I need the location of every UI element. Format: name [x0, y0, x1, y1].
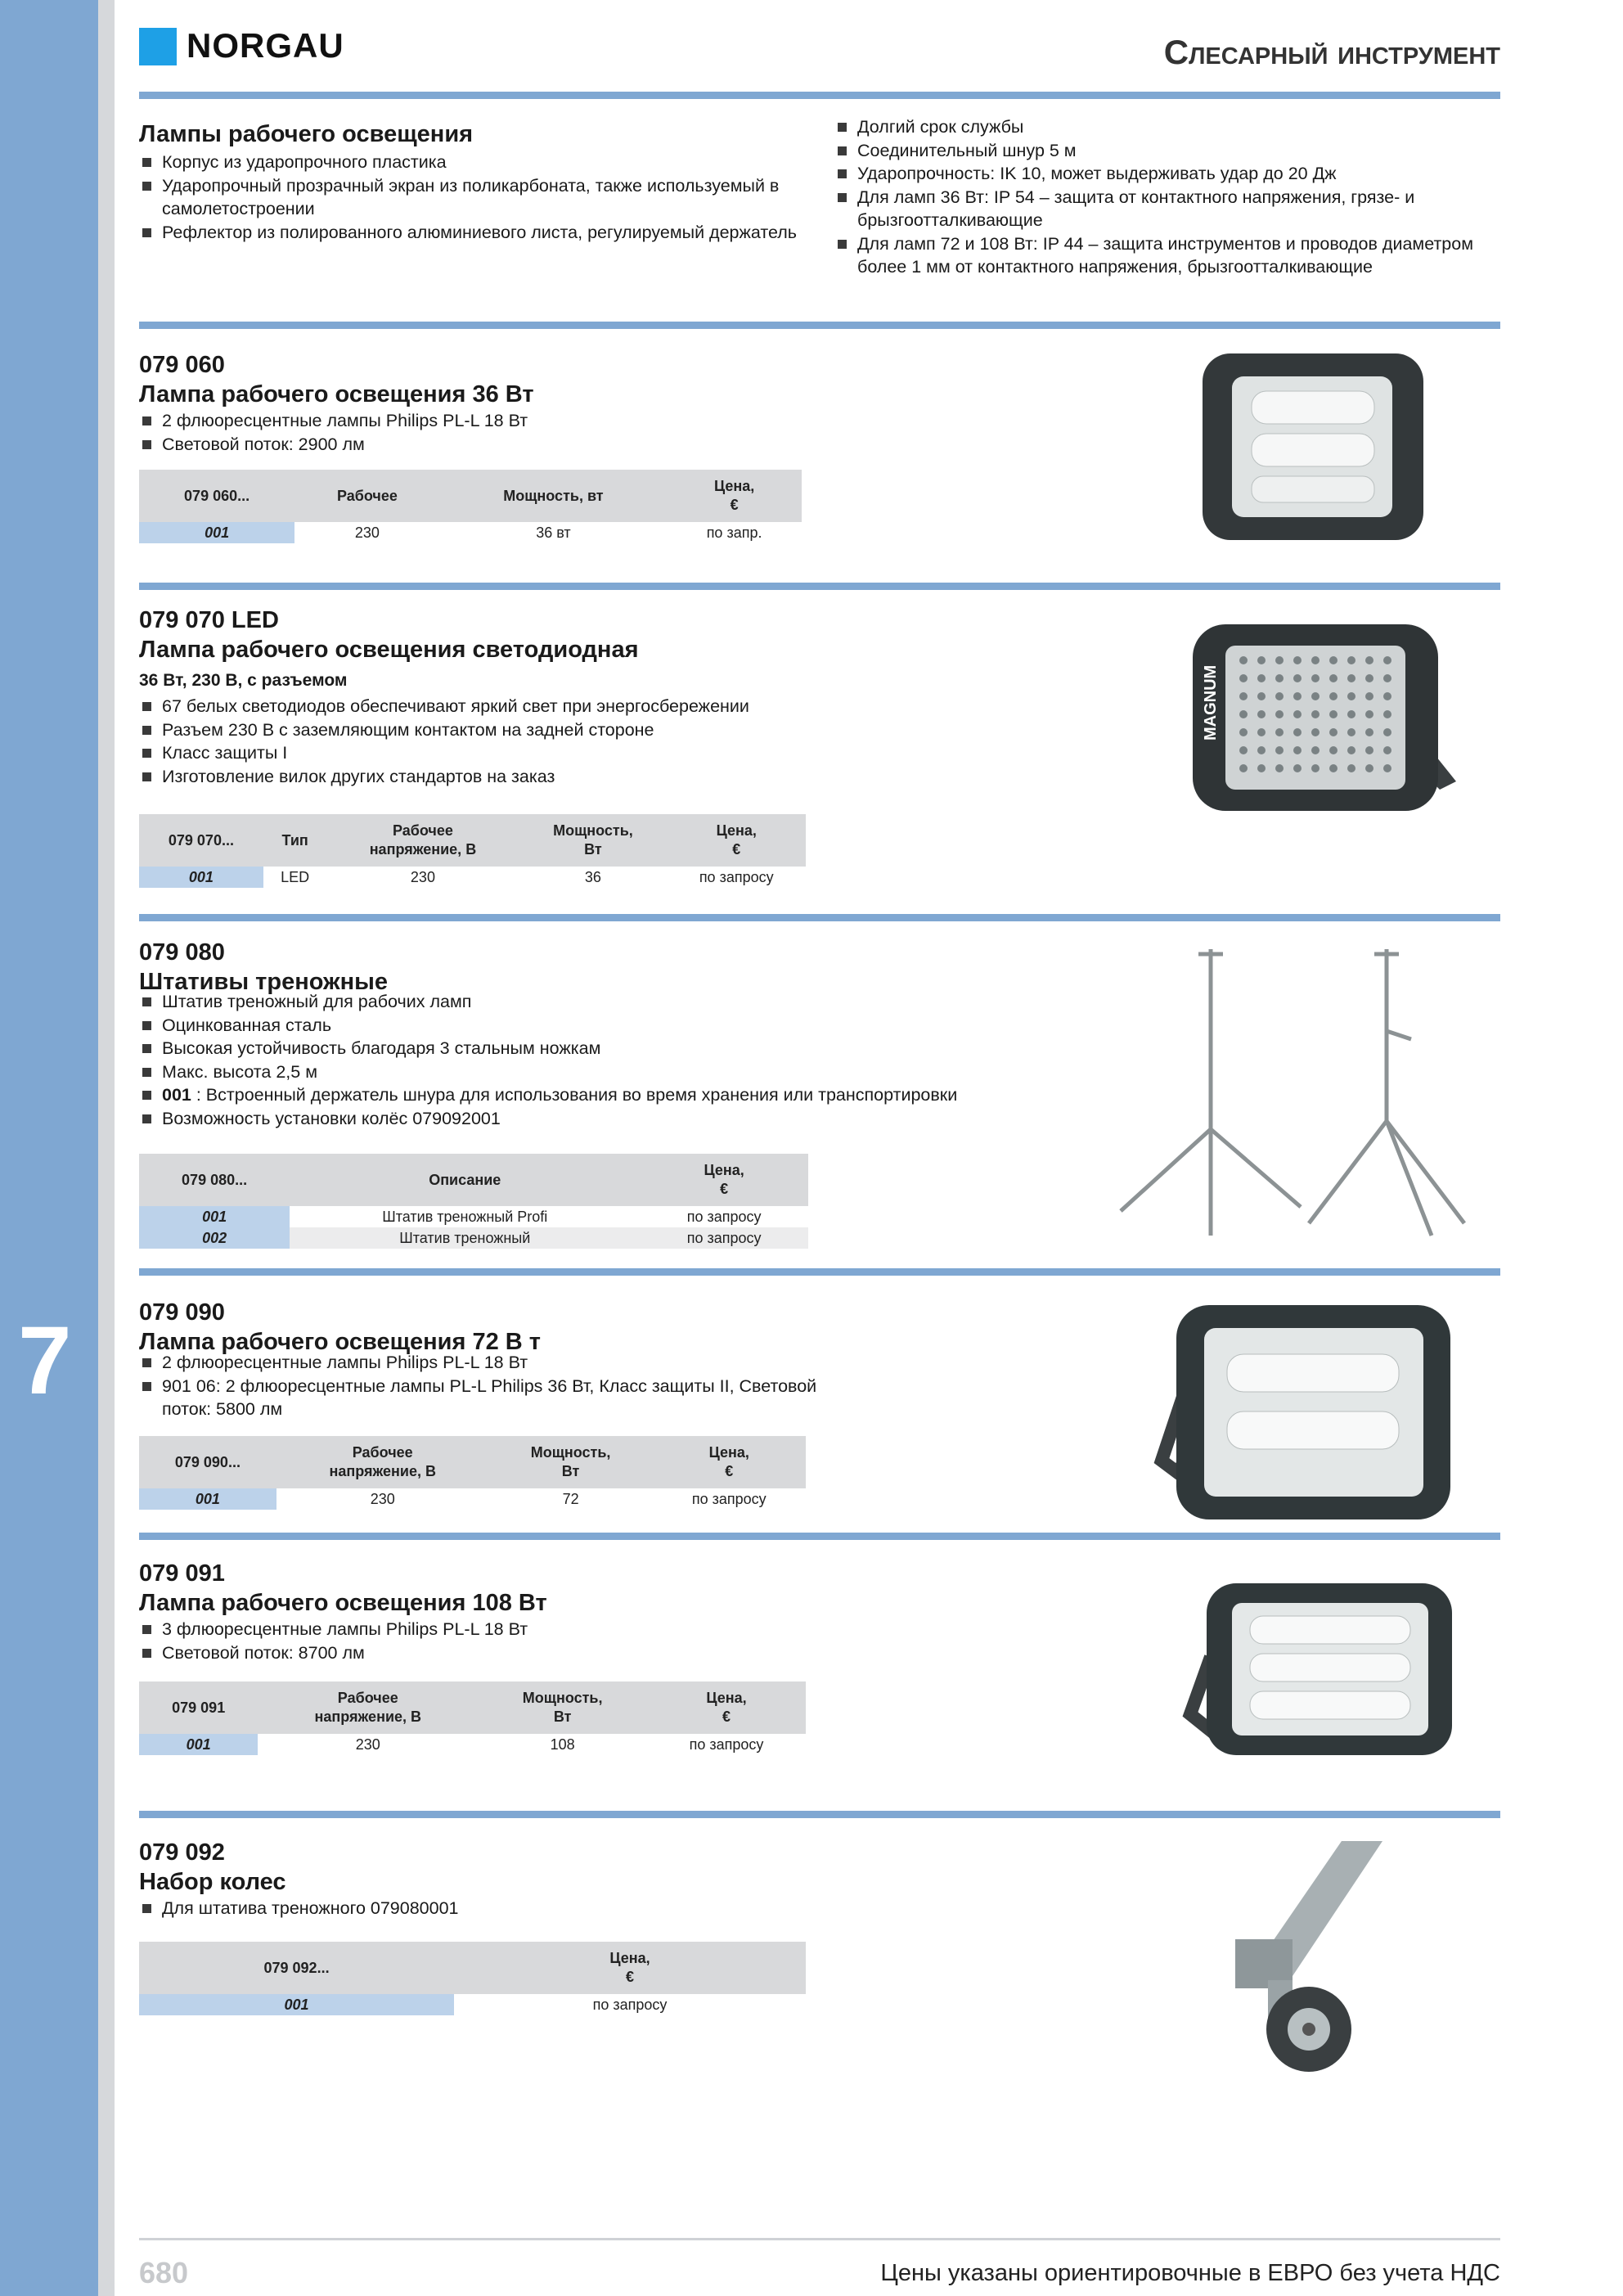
led-dot — [1383, 710, 1391, 718]
led-dot — [1293, 764, 1302, 772]
led-dot — [1329, 764, 1338, 772]
section-rule — [139, 1533, 1500, 1540]
product-code: 079 070 LED — [139, 607, 279, 633]
led-dot — [1257, 656, 1266, 664]
column-header: Мощность, Вт — [478, 1681, 647, 1734]
footer-rule — [139, 2238, 1500, 2240]
led-dot — [1383, 656, 1391, 664]
table-row — [139, 867, 806, 888]
led-dot — [1329, 710, 1338, 718]
spec-table — [139, 814, 806, 888]
bullet-item: Для ламп 36 Вт: IP 54 – защита от контактного напряжения, грязе- и брызгоотталкивающие — [834, 186, 1505, 232]
table-header-row — [139, 1942, 806, 1994]
led-dot — [1239, 674, 1248, 682]
column-header: Цена, € — [667, 814, 806, 867]
bullet-item: Разъем 230 В с заземляющим контактом на задней стороне — [139, 718, 859, 742]
section-rule — [139, 322, 1500, 329]
led-dot — [1347, 710, 1355, 718]
table-header-row — [139, 470, 802, 522]
led-dot — [1257, 692, 1266, 700]
led-dot — [1383, 692, 1391, 700]
bullet-item: Для ламп 72 и 108 Вт: IP 44 – защита инструментов и проводов диаметром более 1 мм от контактного напряжения, брызгоотталкивающие — [834, 232, 1505, 279]
column-header: Цена, € — [667, 470, 802, 522]
magnum-label: MAGNUM — [1202, 664, 1220, 741]
bullet-item: Рефлектор из полированного алюминиевого листа, регулируемый держатель — [139, 221, 810, 245]
led-dot — [1329, 746, 1338, 754]
article-code-cell: 002 — [139, 1227, 290, 1249]
tripod-stands-image — [1104, 941, 1481, 1244]
led-dot — [1257, 710, 1266, 718]
bullet-item: Световой поток: 8700 лм — [139, 1641, 818, 1665]
bullet-item: Класс защиты I — [139, 741, 859, 765]
article-code-cell: 001 — [139, 1206, 290, 1227]
column-header: Рабочее напряжение, В — [276, 1436, 489, 1488]
led-dot — [1293, 746, 1302, 754]
bullet-item: Световой поток: 2900 лм — [139, 433, 859, 457]
table-cell: 230 — [410, 868, 435, 885]
table-cell: по запросу — [640, 1227, 808, 1249]
table-cell: по запросу — [699, 868, 774, 885]
column-header: Цена, € — [454, 1942, 806, 1994]
product-title: Лампа рабочего освещения 36 Вт — [139, 381, 534, 407]
led-dot — [1365, 710, 1373, 718]
brand-logo-text: NORGAU — [187, 26, 344, 65]
section-rule — [139, 1268, 1500, 1276]
section-rule — [139, 1811, 1500, 1818]
chapter-number: 7 — [18, 1307, 72, 1415]
led-dot — [1383, 674, 1391, 682]
product-bullets — [139, 695, 859, 788]
bullet-bold-code: 001 — [162, 1085, 191, 1105]
bullet-item: Высокая устойчивость благодаря 3 стальным ножкам — [139, 1037, 1121, 1060]
chapter-side-bar — [0, 0, 98, 2296]
table-header-row — [139, 1681, 806, 1734]
article-code-cell: 001 — [139, 867, 263, 888]
column-header: Цена, € — [653, 1436, 806, 1488]
table-cell: 230 — [354, 524, 380, 541]
table-cell: по запросу — [592, 1996, 668, 2013]
table-row — [139, 1734, 806, 1755]
led-dot — [1275, 728, 1284, 736]
led-dot — [1275, 764, 1284, 772]
table-cell: 230 — [355, 1736, 380, 1753]
led-dot — [1311, 710, 1320, 718]
bullet-item: Штатив треножный для рабочих ламп — [139, 990, 1121, 1014]
bullet-item: 2 флюоресцентные лампы Philips PL-L 18 Вт — [139, 1351, 818, 1375]
table-header-row — [139, 1154, 808, 1206]
led-dot — [1257, 674, 1266, 682]
led-dot — [1347, 692, 1355, 700]
led-dot — [1311, 728, 1320, 736]
table-cell: Штатив треножный — [290, 1227, 640, 1249]
chapter-title: Слесарный инструмент — [1163, 33, 1500, 71]
column-header: Мощность, Вт — [489, 1436, 653, 1488]
led-dot — [1293, 692, 1302, 700]
table-cell: 36 — [584, 868, 601, 885]
led-dot — [1275, 746, 1284, 754]
bullet-item: Изготовление вилок других стандартов на заказ — [139, 765, 859, 789]
bullet-item: 2 флюоресцентные лампы Philips PL-L 18 Вт — [139, 409, 859, 433]
table-cell: 108 — [550, 1736, 575, 1753]
led-dot — [1365, 746, 1373, 754]
table-cell: 72 — [562, 1490, 579, 1507]
header-rule — [139, 92, 1500, 99]
led-dot — [1329, 692, 1338, 700]
table-header-row — [139, 814, 806, 867]
column-header: Рабочее — [294, 470, 439, 522]
work-lamp-36w-image — [1194, 344, 1432, 548]
article-code-cell: 001 — [139, 1994, 454, 2015]
product-subtitle: 36 Вт, 230 В, с разъемом — [139, 671, 348, 690]
column-header: Цена, € — [647, 1681, 806, 1734]
led-dot — [1329, 656, 1338, 664]
product-title: Лампа рабочего освещения светодиодная — [139, 637, 639, 663]
led-dot — [1383, 746, 1391, 754]
led-dot — [1275, 656, 1284, 664]
article-code-cell: 001 — [139, 522, 294, 543]
led-dot — [1383, 728, 1391, 736]
product-title: Набор колес — [139, 1869, 286, 1895]
product-code: 079 080 — [139, 939, 225, 966]
column-header: Мощность, Вт — [519, 814, 667, 867]
intro-right-bullets — [834, 115, 1505, 279]
table-cell: по запр. — [706, 524, 762, 541]
table-row — [139, 1206, 808, 1227]
led-dot — [1365, 674, 1373, 682]
led-dot — [1311, 674, 1320, 682]
column-header: 079 080... — [139, 1154, 290, 1206]
product-bullets — [139, 1351, 818, 1421]
led-dot — [1347, 728, 1355, 736]
led-dot — [1257, 728, 1266, 736]
footer-note: Цены указаны ориентировочные в ЕВРО без учета НДС — [880, 2260, 1500, 2286]
led-dot — [1239, 692, 1248, 700]
led-dot — [1365, 764, 1373, 772]
column-header: 079 092... — [139, 1942, 454, 1994]
bullet-item: 67 белых светодиодов обеспечивают яркий свет при энергосбережении — [139, 695, 859, 718]
led-dot — [1239, 656, 1248, 664]
column-header: Рабочее напряжение, В — [326, 814, 519, 867]
column-header: 079 090... — [139, 1436, 276, 1488]
led-dot — [1293, 674, 1302, 682]
work-lamp-72w-image — [1153, 1297, 1460, 1526]
product-bullets — [139, 409, 859, 456]
table-row — [139, 522, 802, 543]
led-dot — [1347, 674, 1355, 682]
table-header-row — [139, 1436, 806, 1488]
bullet-item — [139, 1083, 1121, 1107]
led-dot — [1365, 692, 1373, 700]
led-dot — [1347, 656, 1355, 664]
column-header: Цена, € — [640, 1154, 808, 1206]
table-row — [139, 1227, 808, 1249]
bullet-item: Макс. высота 2,5 м — [139, 1060, 1121, 1084]
bullet-item: Ударопрочность: IK 10, может выдерживать удар до 20 Дж — [834, 162, 1505, 186]
column-header: Тип — [263, 814, 327, 867]
product-title: Лампа рабочего освещения 108 Вт — [139, 1590, 547, 1616]
led-dot — [1293, 656, 1302, 664]
bullet-item: Возможность установки колёс 079092001 — [139, 1107, 1121, 1131]
led-dot — [1275, 674, 1284, 682]
brand-logo-square — [139, 28, 177, 65]
product-code: 079 060 — [139, 352, 225, 378]
column-header: 079 070... — [139, 814, 263, 867]
led-dot — [1347, 746, 1355, 754]
table-cell: по запросу — [686, 1208, 762, 1225]
table-row — [139, 1994, 806, 2015]
led-dot — [1293, 710, 1302, 718]
page-number: 680 — [139, 2256, 189, 2289]
spec-table — [139, 470, 802, 543]
product-code: 079 091 — [139, 1560, 225, 1587]
article-code-cell: 001 — [139, 1488, 276, 1510]
article-code-cell: 001 — [139, 1734, 258, 1755]
product-code: 079 092 — [139, 1839, 225, 1866]
section-rule — [139, 914, 1500, 921]
table-cell: по запросу — [689, 1736, 764, 1753]
table-row — [139, 1488, 806, 1510]
column-header: 079 060... — [139, 470, 294, 522]
led-dot — [1329, 728, 1338, 736]
led-dot — [1293, 728, 1302, 736]
table-cell: Штатив треножный Profi — [382, 1208, 548, 1225]
bullet-item: Ударопрочный прозрачный экран из поликарбоната, также используемый в самолетостроении — [139, 174, 810, 221]
led-dot — [1239, 728, 1248, 736]
spec-table — [139, 1942, 806, 2015]
bullet-item: Для штатива треножного 079080001 — [139, 1897, 818, 1920]
product-bullets — [139, 990, 1121, 1130]
table-cell: по запросу — [691, 1490, 767, 1507]
bullet-item: Корпус из ударопрочного пластика — [139, 151, 810, 174]
led-dot — [1257, 764, 1266, 772]
column-header: 079 091 — [139, 1681, 258, 1734]
led-dot — [1365, 656, 1373, 664]
led-dot — [1275, 710, 1284, 718]
led-dot — [1329, 674, 1338, 682]
table-cell: 230 — [370, 1490, 395, 1507]
wheel-set-image — [1219, 1841, 1432, 2078]
bullet-item: 3 флюоресцентные лампы Philips PL-L 18 Вт — [139, 1618, 818, 1641]
product-code: 079 090 — [139, 1299, 225, 1326]
bullet-item: Соединительный шнур 5 м — [834, 139, 1505, 163]
led-dot — [1347, 764, 1355, 772]
side-bar-edge — [98, 0, 115, 2296]
spec-table — [139, 1681, 806, 1755]
intro-left-bullets — [139, 151, 810, 244]
bullet-item: Оцинкованная сталь — [139, 1014, 1121, 1038]
led-dot — [1239, 746, 1248, 754]
spec-table — [139, 1154, 808, 1249]
led-dot — [1383, 764, 1391, 772]
bullet-rest: : Встроенный держатель шнура для использования во время хранения или транспортировки — [191, 1085, 958, 1105]
spec-table — [139, 1436, 806, 1510]
table-cell: 36 вт — [536, 524, 571, 541]
bullet-item: Долгий срок службы — [834, 115, 1505, 139]
led-dot — [1275, 692, 1284, 700]
led-dot — [1311, 656, 1320, 664]
led-dot — [1239, 710, 1248, 718]
column-header: Рабочее напряжение, В — [258, 1681, 478, 1734]
product-title: Лампа рабочего освещения 72 В т — [139, 1329, 542, 1355]
column-header: Описание — [290, 1154, 640, 1206]
led-dot — [1311, 692, 1320, 700]
section-rule — [139, 583, 1500, 590]
led-dot — [1311, 746, 1320, 754]
product-bullets — [139, 1618, 818, 1664]
led-work-lamp-image — [1186, 618, 1464, 818]
intro-title: Лампы рабочего освещения — [139, 121, 474, 147]
work-lamp-108w-image — [1178, 1575, 1464, 1763]
product-bullets — [139, 1897, 818, 1920]
led-dot — [1257, 746, 1266, 754]
product-title: Штативы треножные — [139, 969, 389, 995]
table-cell: LED — [281, 868, 310, 885]
led-dot — [1365, 728, 1373, 736]
led-dot — [1311, 764, 1320, 772]
bullet-item: 901 06: 2 флюоресцентные лампы PL-L Philips 36 Вт, Класс защиты II, Световой поток: 5800 лм — [139, 1375, 818, 1421]
column-header: Мощность, вт — [440, 470, 668, 522]
led-dot — [1239, 764, 1248, 772]
